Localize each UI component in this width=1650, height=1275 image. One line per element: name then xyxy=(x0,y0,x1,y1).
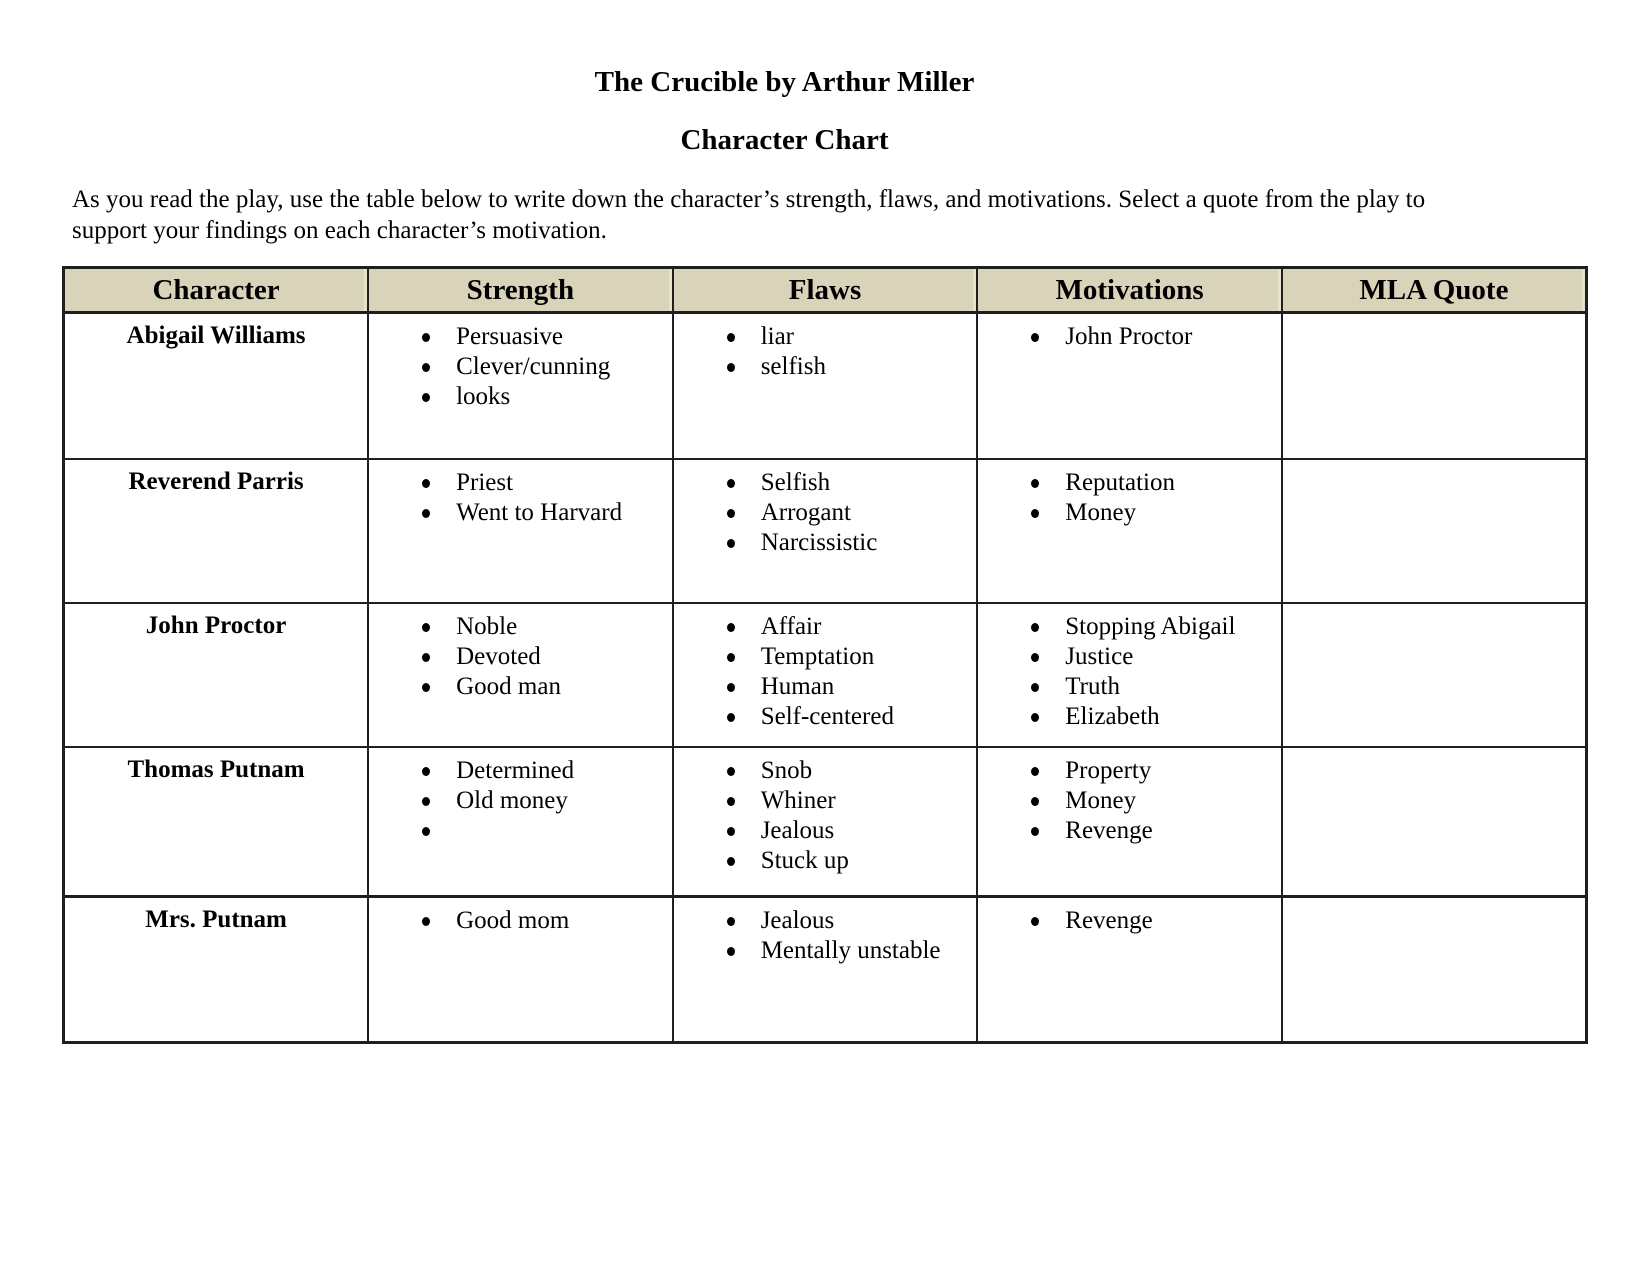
mla-quote-cell xyxy=(1282,747,1587,897)
motivations-list xyxy=(978,468,1281,528)
table-row xyxy=(64,747,1587,897)
character-name-cell: Mrs. Putnam xyxy=(64,897,369,1043)
flaws-list xyxy=(674,612,977,732)
table-row xyxy=(64,603,1587,747)
mla-quote-cell xyxy=(1282,459,1587,603)
motivation-item: Money xyxy=(978,498,1281,528)
flaw-item: Self-centered xyxy=(674,702,977,732)
flaws-list xyxy=(674,906,977,966)
strength-list xyxy=(369,612,672,702)
mla-quote-cell xyxy=(1282,313,1587,459)
flaw-item: Selfish xyxy=(674,468,977,498)
motivation-item: Money xyxy=(978,786,1281,816)
flaws-list xyxy=(674,756,977,876)
motivations-cell xyxy=(977,747,1282,897)
character-name-cell: John Proctor xyxy=(64,603,369,747)
table-row xyxy=(64,313,1587,459)
character-chart-table xyxy=(62,266,1588,1044)
motivation-item: Truth xyxy=(978,672,1281,702)
motivation-item: Reputation xyxy=(978,468,1281,498)
intro-paragraph: As you read the play, use the table below to write down the character’s strength, flaws, and motivations. Select a quote from the play to support your findings on each character’s motivation. xyxy=(72,186,1426,244)
motivation-item: John Proctor xyxy=(978,322,1281,352)
column-header-mla-quote: MLA Quote xyxy=(1282,268,1587,313)
character-name-cell: Abigail Williams xyxy=(64,313,369,459)
strength-list xyxy=(369,756,672,846)
motivations-list xyxy=(978,322,1281,352)
motivations-cell xyxy=(977,459,1282,603)
flaw-item: Jealous xyxy=(674,906,977,936)
motivations-list xyxy=(978,756,1281,846)
strength-item: Old money xyxy=(369,786,672,816)
strength-item: Priest xyxy=(369,468,672,498)
mla-quote-cell xyxy=(1282,897,1587,1043)
motivation-item: Revenge xyxy=(978,906,1281,936)
strength-item xyxy=(369,816,672,846)
strength-cell xyxy=(368,897,673,1043)
flaws-cell xyxy=(673,459,978,603)
flaws-cell xyxy=(673,747,978,897)
motivation-item: Revenge xyxy=(978,816,1281,846)
flaw-item: Temptation xyxy=(674,642,977,672)
document-title: The Crucible by Arthur Miller xyxy=(594,66,975,98)
flaw-item: Stuck up xyxy=(674,846,977,876)
strength-item: Clever/cunning xyxy=(369,352,672,382)
strength-item: looks xyxy=(369,382,672,412)
column-header-motivations: Motivations xyxy=(977,268,1282,313)
motivations-cell xyxy=(977,313,1282,459)
motivations-list xyxy=(978,612,1281,732)
flaw-item: Jealous xyxy=(674,816,977,846)
flaws-cell xyxy=(673,313,978,459)
flaws-list xyxy=(674,322,977,382)
flaw-item: Mentally unstable xyxy=(674,936,977,966)
motivation-item: Elizabeth xyxy=(978,702,1281,732)
table-header-row xyxy=(64,268,1587,313)
flaw-item: Affair xyxy=(674,612,977,642)
strength-list xyxy=(369,906,672,936)
strength-item: Good mom xyxy=(369,906,672,936)
character-name-cell: Thomas Putnam xyxy=(64,747,369,897)
strength-cell xyxy=(368,459,673,603)
motivations-cell xyxy=(977,897,1282,1043)
flaws-cell xyxy=(673,897,978,1043)
flaw-item: selfish xyxy=(674,352,977,382)
strength-item: Determined xyxy=(369,756,672,786)
strength-item: Persuasive xyxy=(369,322,672,352)
flaw-item: Narcissistic xyxy=(674,528,977,558)
document-subtitle: Character Chart xyxy=(680,124,889,156)
column-header-flaws: Flaws xyxy=(673,268,978,313)
column-header-character: Character xyxy=(64,268,369,313)
motivations-cell xyxy=(977,603,1282,747)
motivation-item: Property xyxy=(978,756,1281,786)
strength-cell xyxy=(368,313,673,459)
motivation-item: Stopping Abigail xyxy=(978,612,1281,642)
flaw-item: liar xyxy=(674,322,977,352)
heading-block xyxy=(62,64,1507,158)
strength-list xyxy=(369,322,672,412)
flaw-item: Snob xyxy=(674,756,977,786)
motivation-item: Justice xyxy=(978,642,1281,672)
strength-list xyxy=(369,468,672,528)
strength-cell xyxy=(368,747,673,897)
character-name-cell: Reverend Parris xyxy=(64,459,369,603)
table-row xyxy=(64,459,1587,603)
flaw-item: Whiner xyxy=(674,786,977,816)
strength-item: Went to Harvard xyxy=(369,498,672,528)
strength-item: Good man xyxy=(369,672,672,702)
strength-cell xyxy=(368,603,673,747)
table-row xyxy=(64,897,1587,1043)
strength-item: Noble xyxy=(369,612,672,642)
flaw-item: Human xyxy=(674,672,977,702)
strength-item: Devoted xyxy=(369,642,672,672)
motivations-list xyxy=(978,906,1281,936)
column-header-strength: Strength xyxy=(368,268,673,313)
mla-quote-cell xyxy=(1282,603,1587,747)
flaws-cell xyxy=(673,603,978,747)
flaw-item: Arrogant xyxy=(674,498,977,528)
flaws-list xyxy=(674,468,977,558)
